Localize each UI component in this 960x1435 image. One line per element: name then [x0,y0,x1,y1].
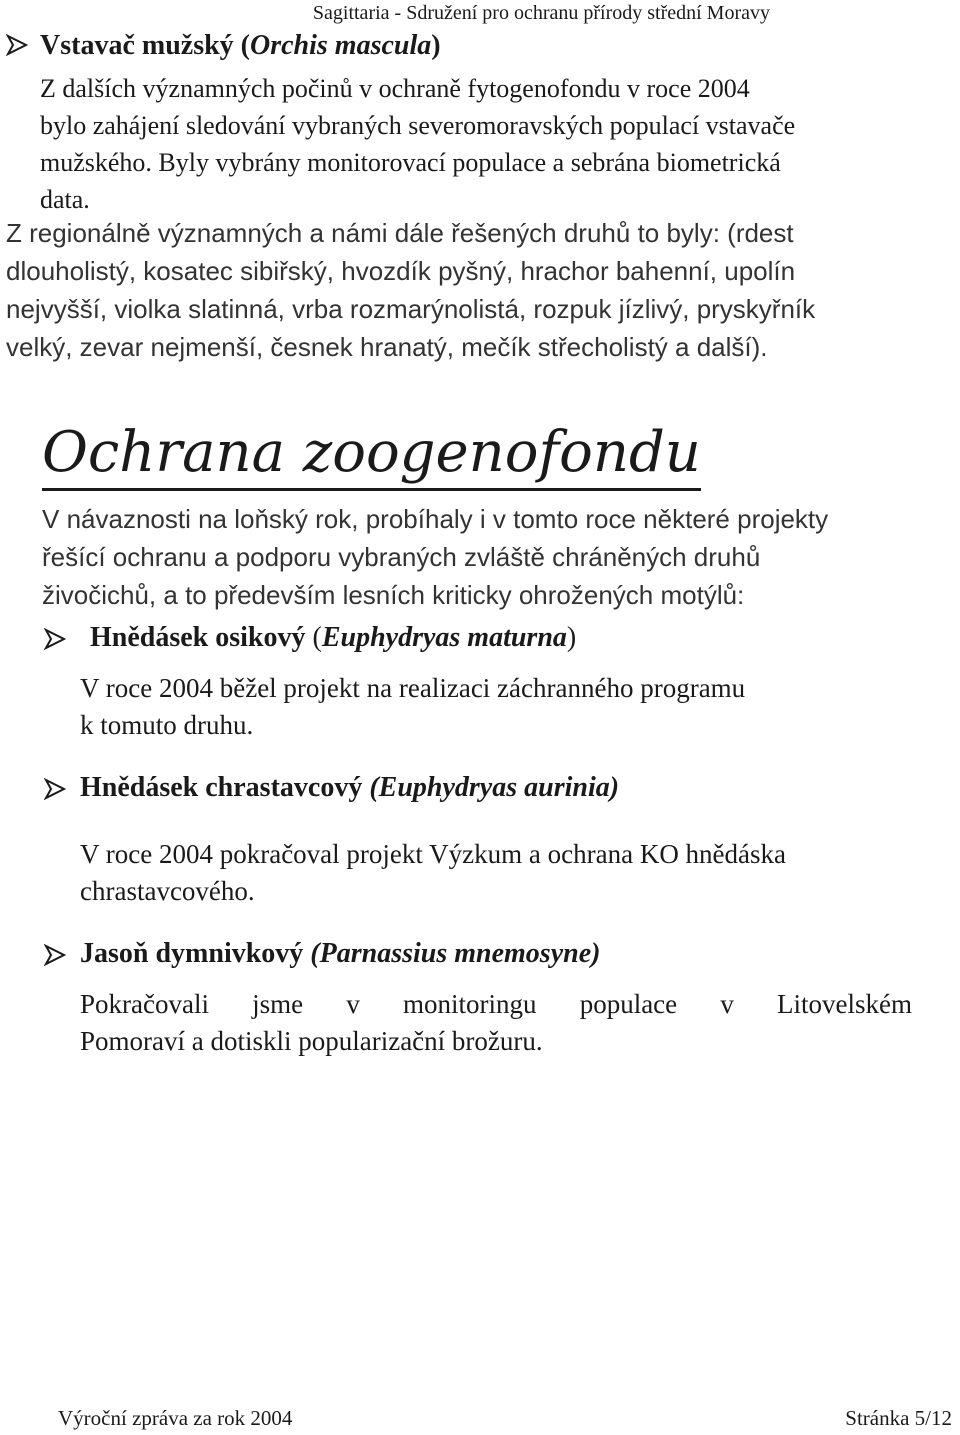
text-line: Z dalších významných počinů v ochraně fytogenofondu v roce 2004 [40,74,750,103]
regional-paragraph [6,214,956,366]
text-line: V roce 2004 pokračoval projekt Výzkum a ochrana KO hnědáska [80,839,787,869]
text-line: velký, zevar nejmenší, česnek hranatý, mečík střecholistý a další). [6,332,768,362]
item-paragraph-mnemosyne [80,986,912,1060]
text-line: k tomuto druhu. [80,710,254,740]
text-line: dlouholistý, kosatec sibiřský, hvozdík pyšný, hrachor bahenní, upolín [6,256,796,286]
item-paragraph-orchis [40,70,956,218]
text-line: V návaznosti na loňský rok, probíhaly i v tomto roce některé projekty [42,504,829,534]
item-title-maturna: Hnědásek osikový (Euphydryas maturna) [90,622,577,653]
text-line: nejvyšší, violka slatinná, vrba rozmarýnolistá, rozpuk jízlivý, pryskyřník [6,294,816,324]
item-paragraph-aurinia [80,836,912,910]
page-header: Sagittaria - Sdružení pro ochranu přírody střední Moravy [312,2,770,24]
text-line: bylo zahájení sledování vybraných severomoravských populací vstavače [40,111,796,140]
text-line: Pokračovali jsme v monitoringu populace v Litovelském [80,989,912,1019]
item-title-mnemosyne: Jasoň dymnivkový (Parnassius mnemosyne) [80,938,601,969]
text-line: živočichů, a to především lesních kriticky ohrožených motýlů: [42,580,745,610]
text-line: data. [40,185,90,214]
bullet-arrow-icon [44,628,66,650]
item-title-aurinia: Hnědásek chrastavcový (Euphydryas aurinia) [80,772,620,803]
item-title-orchis: Vstavač mužský (Orchis mascula) [40,30,441,61]
section-heading: Ochrana zoogenofondu [42,418,701,491]
footer-page-number: Stránka 5/12 [845,1406,952,1430]
text-line: Pomoraví a dotiskli popularizační brožuru. [80,1026,543,1056]
intro-paragraph [42,500,958,614]
item-paragraph-maturna [80,670,912,744]
text-line: chrastavcového. [80,876,255,906]
footer-left: Výroční zpráva za rok 2004 [58,1406,293,1430]
bullet-arrow-icon [44,944,66,966]
text-line: Z regionálně významných a námi dále řešených druhů to byly: (rdest [6,218,794,248]
bullet-arrow-icon [44,778,66,800]
bullet-arrow-icon [6,34,28,56]
text-line: mužského. Byly vybrány monitorovací populace a sebrána biometrická [40,148,781,177]
text-line: řešící ochranu a podporu vybraných zvláště chráněných druhů [42,542,761,572]
text-line: V roce 2004 běžel projekt na realizaci záchranného programu [80,673,746,703]
